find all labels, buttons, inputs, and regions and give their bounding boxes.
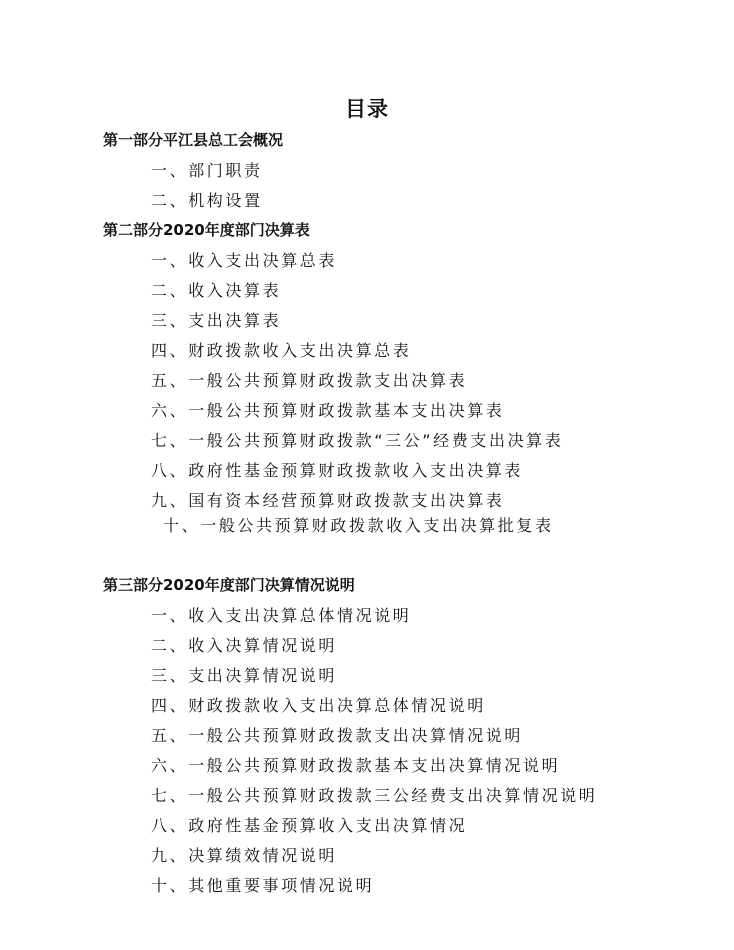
part-2-heading: 第二部分2020年度部门决算表 — [103, 221, 310, 239]
toc-item: 六、一般公共预算财政拨款基本支出决算表 — [151, 401, 505, 420]
toc-item: 一、部门职责 — [151, 161, 263, 180]
page-title: 目录 — [345, 97, 389, 121]
toc-item: 二、收入决算表 — [151, 281, 282, 300]
toc-item: 一、收入支出决算总表 — [151, 251, 338, 270]
toc-item: 五、一般公共预算财政拨款支出决算表 — [151, 371, 468, 390]
toc-item: 四、财政拨款收入支出决算总体情况说明 — [151, 696, 486, 715]
toc-item: 三、支出决算情况说明 — [151, 666, 338, 685]
toc-item: 五、一般公共预算财政拨款支出决算情况说明 — [151, 726, 524, 745]
toc-item: 二、机构设置 — [151, 191, 263, 210]
toc-item: 七、一般公共预算财政拨款“三公”经费支出决算表 — [151, 431, 564, 450]
toc-item: 八、政府性基金预算收入支出决算情况 — [151, 816, 468, 835]
toc-item: 六、一般公共预算财政拨款基本支出决算情况说明 — [151, 756, 561, 775]
toc-item: 二、收入决算情况说明 — [151, 636, 338, 655]
toc-item: 九、国有资本经营预算财政拨款支出决算表 — [151, 491, 505, 510]
toc-item: 八、政府性基金预算财政拨款收入支出决算表 — [151, 461, 524, 480]
part-3-heading: 第三部分2020年度部门决算情况说明 — [103, 576, 355, 594]
toc-item: 四、财政拨款收入支出决算总表 — [151, 341, 412, 360]
toc-item: 九、决算绩效情况说明 — [151, 846, 338, 865]
toc-item: 十、其他重要事项情况说明 — [151, 876, 375, 895]
toc-item: 三、支出决算表 — [151, 311, 282, 330]
toc-item: 十、一般公共预算财政拨款收入支出决算批复表 — [163, 516, 554, 535]
toc-item: 一、收入支出决算总体情况说明 — [151, 606, 412, 625]
toc-item: 七、一般公共预算财政拨款三公经费支出决算情况说明 — [151, 786, 598, 805]
part-1-heading: 第一部分平江县总工会概况 — [103, 131, 284, 149]
